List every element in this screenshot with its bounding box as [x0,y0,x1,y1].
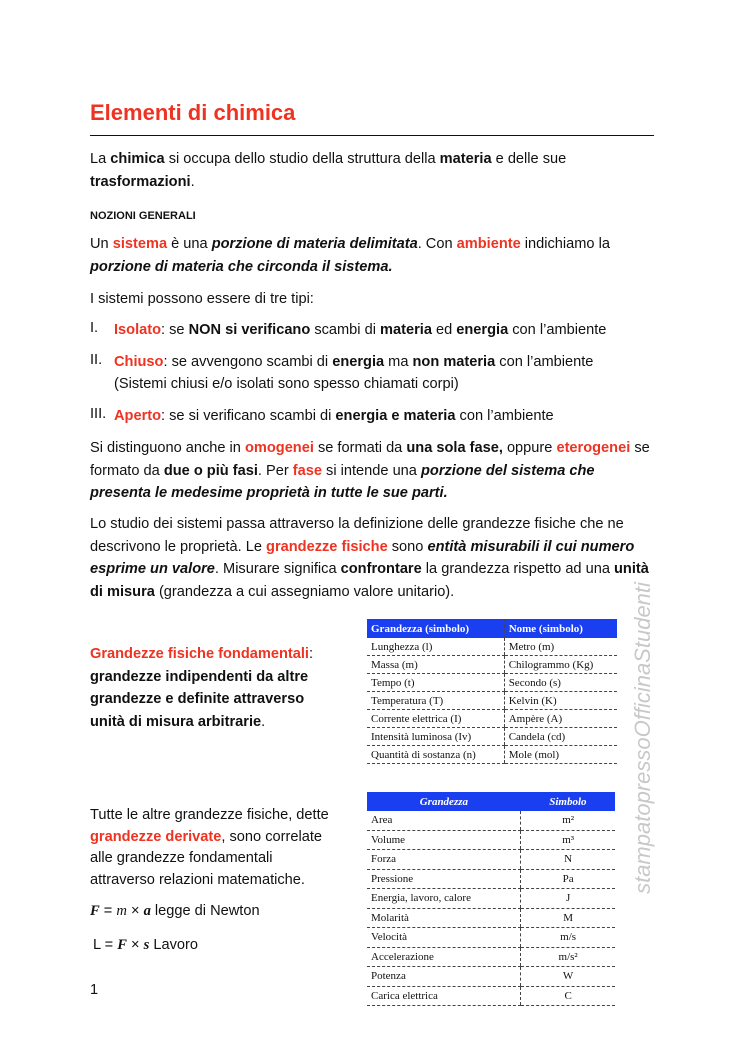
page-number: 1 [90,982,99,998]
table-row [367,710,617,728]
table-cell: Kelvin (K) [504,692,617,710]
fundamental-quantities-table [367,619,617,764]
list-item-aperto: Aperto: se si verificano scambi di energia e materia con l’ambiente [114,408,554,424]
table-row [367,967,615,987]
list-number: II. [90,352,103,368]
table-cell: m/s [521,928,615,948]
column-header: Grandezza (simbolo) [367,619,504,638]
table-cell: Chilogrammo (Kg) [504,656,617,674]
table-cell: m² [521,811,615,830]
table-cell: Corrente elettrica (I) [367,710,504,728]
table-cell: M [521,908,615,928]
watermark [593,548,693,928]
table-row [367,869,615,889]
formula-lavoro: L = F × s Lavoro [93,937,198,953]
title-divider [90,135,654,136]
intro-paragraph: La chimica si occupa dello studio della struttura della materia e delle sue trasformazioni. [90,151,567,190]
sistema-paragraph: Un sistema è una porzione di materia delimitata. Con ambiente indichiamo la porzione di materia che circonda il sistema. [90,236,610,275]
table-cell: Tempo (t) [367,674,504,692]
table-cell: Massa (m) [367,656,504,674]
table-row [367,850,615,870]
derivate-paragraph: Tutte le altre grandezze fisiche, dette grandezze derivate, sono correlate alle grandezze fondamentali attraverso relazioni matematiche. [90,807,329,888]
table-cell: m/s² [521,947,615,967]
table-cell: Velocità [367,928,521,948]
list-number: I. [90,320,99,336]
table-row [367,746,617,764]
column-header: Simbolo [521,792,615,811]
table-cell: Intensità luminosa (Iv) [367,728,504,746]
table-row [367,928,615,948]
column-header: Grandezza [367,792,521,811]
fondamentali-definition: Grandezze fisiche fondamentali: grandezze indipendenti da altre grandezze e definite attraverso unità di misura arbitrarie. [90,646,314,730]
table-cell: Pressione [367,869,521,889]
derived-quantities-table [367,792,615,1006]
table-cell: Molarità [367,908,521,928]
list-item-isolato: Isolato: se NON si verificano scambi di materia ed energia con l’ambiente [114,322,607,338]
table-cell: Pa [521,869,615,889]
table-row [367,830,615,850]
table-row [367,889,615,909]
table-cell: Forza [367,850,521,870]
table-cell: Potenza [367,967,521,987]
table-cell: Carica elettrica [367,986,521,1006]
table-cell: m³ [521,830,615,850]
table-row [367,947,615,967]
section-heading: NOZIONI GENERALI [90,210,196,222]
table-cell: Quantità di sostanza (n) [367,746,504,764]
table-cell: Secondo (s) [504,674,617,692]
table-row [367,908,615,928]
table-header-row [367,619,617,638]
table-cell: Lunghezza (l) [367,638,504,656]
table-cell: Temperatura (T) [367,692,504,710]
table-row [367,692,617,710]
omogenei-paragraph: Si distinguono anche in omogenei se formati da una sola fase, oppure eterogenei se formato da due o più fasi. Per fase si intende una porzione del sistema che presenta le medesime proprietà in tutte le sue parti. [90,440,650,501]
table-cell: W [521,967,615,987]
column-header: Nome (simbolo) [504,619,617,638]
table-row [367,811,615,830]
table-cell: Volume [367,830,521,850]
table-cell: Ampère (A) [504,710,617,728]
table-cell: J [521,889,615,909]
list-item-chiuso: Chiuso: se avvengono scambi di energia ma non materia con l’ambiente (Sistemi chiusi e/o isolati sono spesso chiamati corpi) [114,354,594,392]
table-cell: Area [367,811,521,830]
table-cell: Metro (m) [504,638,617,656]
grandezze-paragraph: Lo studio dei sistemi passa attraverso la definizione delle grandezze fisiche che ne descrivono le proprietà. Le grandezze fisiche sono entità misurabili il cui numero esprime un valore. Misurare significa confrontare la grandezza rispetto ad una unità di misura (grandezza a cui assegniamo valore unitario). [90,516,649,600]
table-cell: N [521,850,615,870]
tipi-intro: I sistemi possono essere di tre tipi: [90,291,314,307]
table-row [367,656,617,674]
table-cell: C [521,986,615,1006]
table-row [367,674,617,692]
page-title: Elementi di chimica [90,100,296,125]
formula-newton: F = m × a legge di Newton [90,903,260,919]
table-row [367,986,615,1006]
watermark-text: stampatopressoOfficinaStudenti [630,582,655,894]
table-cell: Accelerazione [367,947,521,967]
table-row [367,728,617,746]
list-number: III. [90,406,107,422]
table-cell: Mole (mol) [504,746,617,764]
table-row [367,638,617,656]
table-header-row [367,792,615,811]
table-cell: Candela (cd) [504,728,617,746]
table-cell: Energia, lavoro, calore [367,889,521,909]
